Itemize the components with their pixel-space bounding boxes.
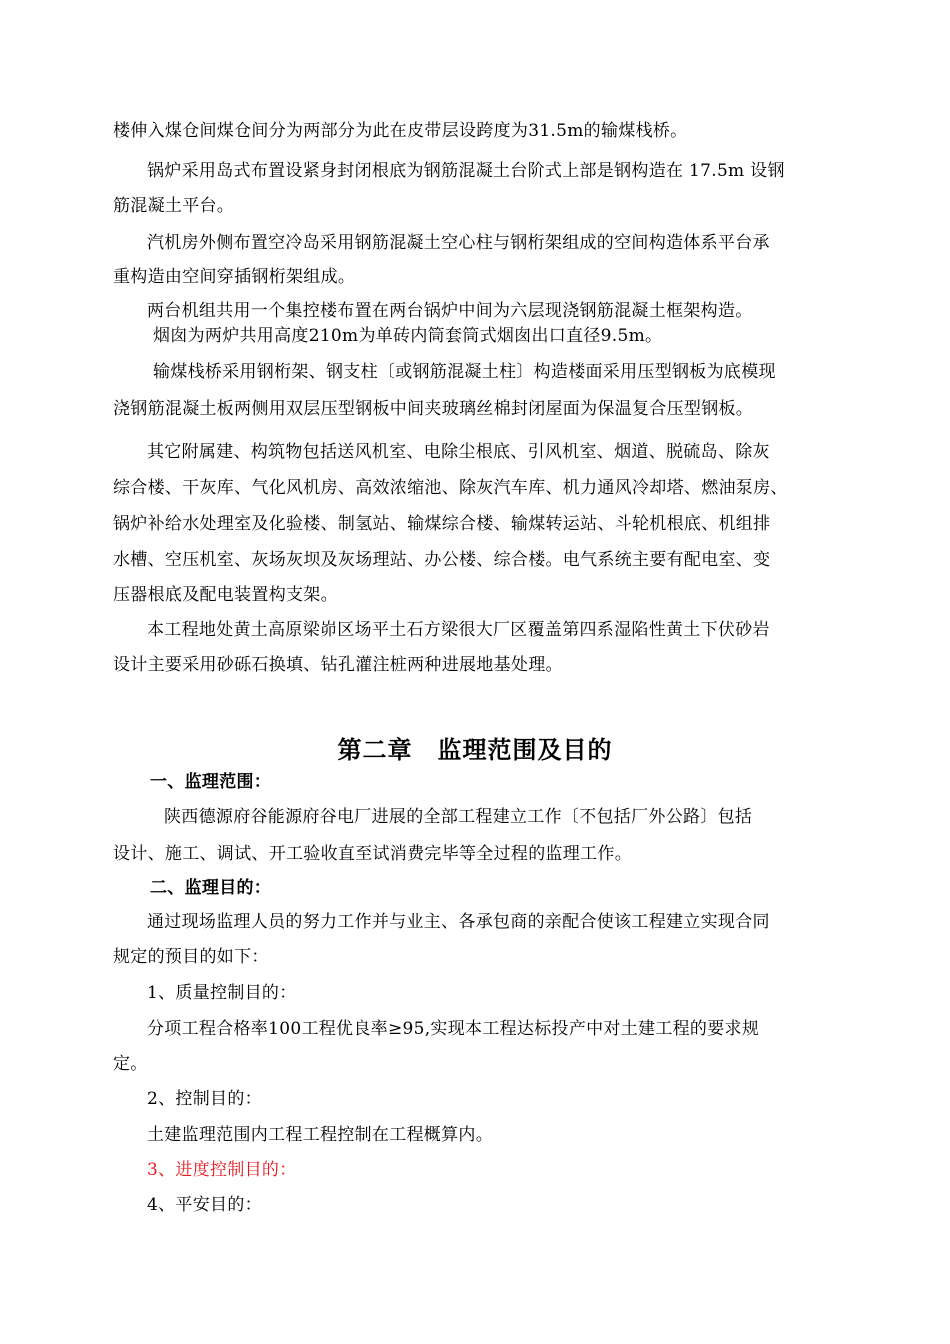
item-1-line-2: 定。 <box>113 1054 148 1074</box>
para-8-line-2: 设计主要采用砂砾石换填、钻孔灌注桩两种进展地基处理。 <box>113 655 563 675</box>
para-6-line-1: 输煤栈桥采用钢桁架、钢支柱〔或钢筋混凝土柱〕构造楼面采用压型钢板为底模现 <box>153 362 776 382</box>
section-1-line-2: 设计、施工、调试、开工验收直至试消费完毕等全过程的监理工作。 <box>113 844 632 864</box>
para-6-line-2: 浇钢筋混凝土板两侧用双层压型钢板中间夹玻璃丝棉封闭屋面为保温复合压型钢板。 <box>113 399 754 419</box>
para-3-line-2: 重构造由空间穿插钢桁架组成。 <box>113 267 356 287</box>
para-7-line-2: 综合楼、干灰库、气化风机房、高效浓缩池、除灰汽车库、机力通风冷却塔、燃油泵房、 <box>113 478 788 498</box>
item-2-line-1: 土建监理范围内工程工程控制在工程概算内。 <box>147 1125 493 1145</box>
para-3-line-1: 汽机房外侧布置空冷岛采用钢筋混凝土空心柱与钢桁架组成的空间构造体系平台承 <box>147 233 770 253</box>
para-4-line-1: 两台机组共用一个集控楼布置在两台锅炉中间为六层现浇钢筋混凝土框架构造。 <box>147 301 753 321</box>
item-1-line-1: 分项工程合格率100工程优良率≥95,实现本工程达标投产中对土建工程的要求规 <box>147 1019 760 1039</box>
para-1-line-1: 楼伸入煤仓间煤仓间分为两部分为此在皮带层设跨度为31.5m的输煤栈桥。 <box>113 121 688 141</box>
para-2-line-1: 锅炉采用岛式布置设紧身封闭根底为钢筋混凝土台阶式上部是钢构造在 17.5m 设钢 <box>147 161 785 181</box>
section-2-heading: 二、监理目的： <box>150 878 272 898</box>
item-2-title: 2、控制目的： <box>147 1089 262 1109</box>
item-3-title: 3、进度控制目的： <box>147 1160 297 1180</box>
para-7-line-4: 水槽、空压机室、灰场灰坝及灰场理站、办公楼、综合楼。电气系统主要有配电室、变 <box>113 550 771 570</box>
section-1-heading: 一、监理范围： <box>150 772 272 792</box>
para-7-line-5: 压器根底及配电装置构支架。 <box>113 585 338 605</box>
item-1-title: 1、质量控制目的： <box>147 983 297 1003</box>
para-8-line-1: 本工程地处黄土高原梁峁区场平土石方梁很大厂区覆盖第四系湿陷性黄土下伏砂岩 <box>147 620 770 640</box>
para-7-line-3: 锅炉补给水处理室及化验楼、制氢站、输煤综合楼、输煤转运站、斗轮机根底、机组排 <box>113 514 771 534</box>
item-4-title: 4、平安目的： <box>147 1195 262 1215</box>
para-7-line-1: 其它附属建、构筑物包括送风机室、电除尘根底、引风机室、烟道、脱硫岛、除灰 <box>147 442 770 462</box>
section-1-line-1: 陕西德源府谷能源府谷电厂进展的全部工程建立工作〔不包括厂外公路〕包括 <box>164 807 753 827</box>
para-5-line-1: 烟囱为两炉共用高度210m为单砖内筒套筒式烟囱出口直径9.5m。 <box>153 326 663 346</box>
section-2-intro-line-2: 规定的预目的如下： <box>113 947 269 967</box>
para-2-line-2: 筋混凝土平台。 <box>113 196 235 216</box>
section-2-intro-line-1: 通过现场监理人员的努力工作并与业主、各承包商的亲配合使该工程建立实现合同 <box>147 912 770 932</box>
chapter-title: 第二章 监理范围及目的 <box>337 736 613 764</box>
